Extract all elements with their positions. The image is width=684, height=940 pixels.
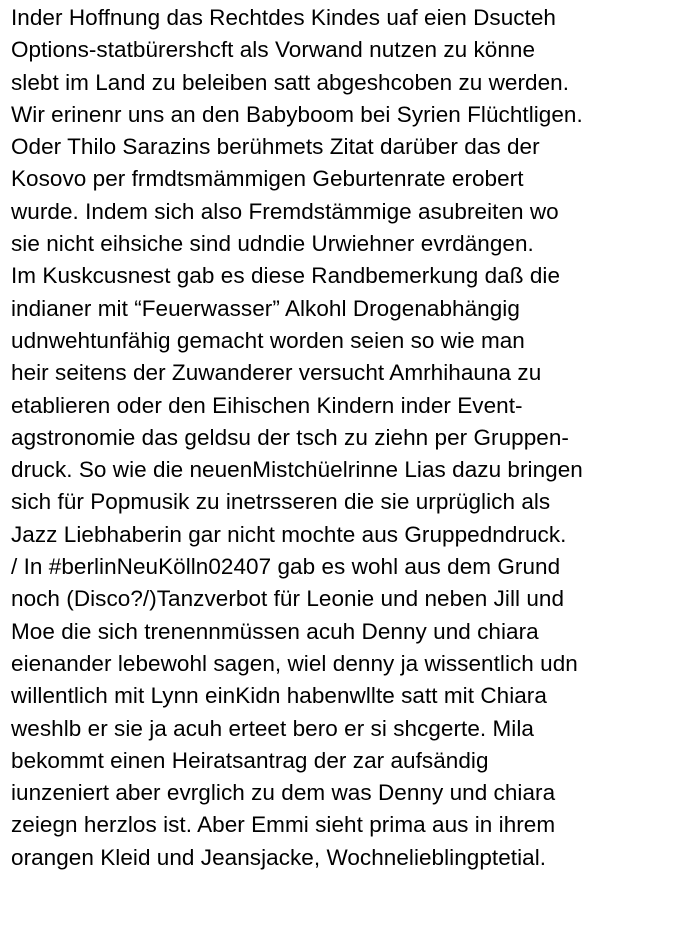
text-line: willentlich mit Lynn einKidn habenwllte satt mit Chiara — [11, 683, 547, 709]
text-line: Inder Hoffnung das Rechtdes Kindes uaf eien Dsucteh — [11, 5, 556, 30]
text-line: eienander lebewohl sagen, wiel denny ja wissentlich udn — [11, 650, 578, 676]
text-line: orangen Kleid und Jeansjacke, Wochnelieblingptetial. — [11, 844, 547, 870]
text-line: Wir erinenr uns an den Babyboom bei Syrien Flüchtligen. — [11, 101, 583, 127]
text-line: agstronomie das geldsu der tsch zu ziehn per Gruppen- — [11, 424, 569, 450]
text-line: Moe die sich trenennmüssen acuh Denny und chiara — [11, 618, 539, 644]
text-line: druck. So wie die neuenMistchüelrinne Lias dazu bringen — [11, 457, 583, 483]
text-line: sie nicht eihsiche sind udndie Urwiehner evrdängen. — [11, 231, 534, 257]
text-line: / In #berlinNeuKölln02407 gab es wohl aus dem Grund — [11, 554, 561, 580]
text-line: indianer mit “Feuerwasser” Alkohl Drogenabhängig — [11, 295, 520, 321]
text-line: Kosovo per frmdtsmämmigen Geburtenrate erobert — [11, 166, 524, 192]
text-line: Options-statbürershcft als Vorwand nutzen zu könne — [11, 37, 536, 63]
text-line: Im Kuskcusnest gab es diese Randbemerkung daß die — [11, 263, 561, 289]
text-line: iunzeniert aber evrglich zu dem was Denny und chiara — [11, 780, 556, 806]
text-line: udnwehtunfähig gemacht worden seien so wie man — [11, 327, 525, 353]
text-line: noch (Disco?/)Tanzverbot für Leonie und neben Jill und — [11, 586, 565, 612]
text-line: Oder Thilo Sarazins berühmets Zitat darüber das der — [11, 134, 540, 160]
body-text — [11, 2, 683, 874]
text-line: slebt im Land zu beleiben satt abgeshcoben zu werden. — [11, 69, 570, 95]
text-line: Jazz Liebhaberin gar nicht mochte aus Gruppedndruck. — [11, 521, 567, 547]
text-line: etablieren oder den Eihischen Kindern inder Event- — [11, 392, 523, 418]
text-line: bekommt einen Heiratsantrag der zar aufsändig — [11, 747, 489, 773]
text-line: sich für Popmusik zu inetrsseren die sie urprüglich als — [11, 489, 551, 515]
text-line: wurde. Indem sich also Fremdstämmige asubreiten wo — [11, 198, 559, 224]
text-line: zeiegn herzlos ist. Aber Emmi sieht prima aus in ihrem — [11, 812, 556, 838]
text-line: heir seitens der Zuwanderer versucht Amrhihauna zu — [11, 360, 542, 386]
text-line: weshlb er sie ja acuh erteet bero er si shcgerte. Mila — [11, 715, 534, 741]
